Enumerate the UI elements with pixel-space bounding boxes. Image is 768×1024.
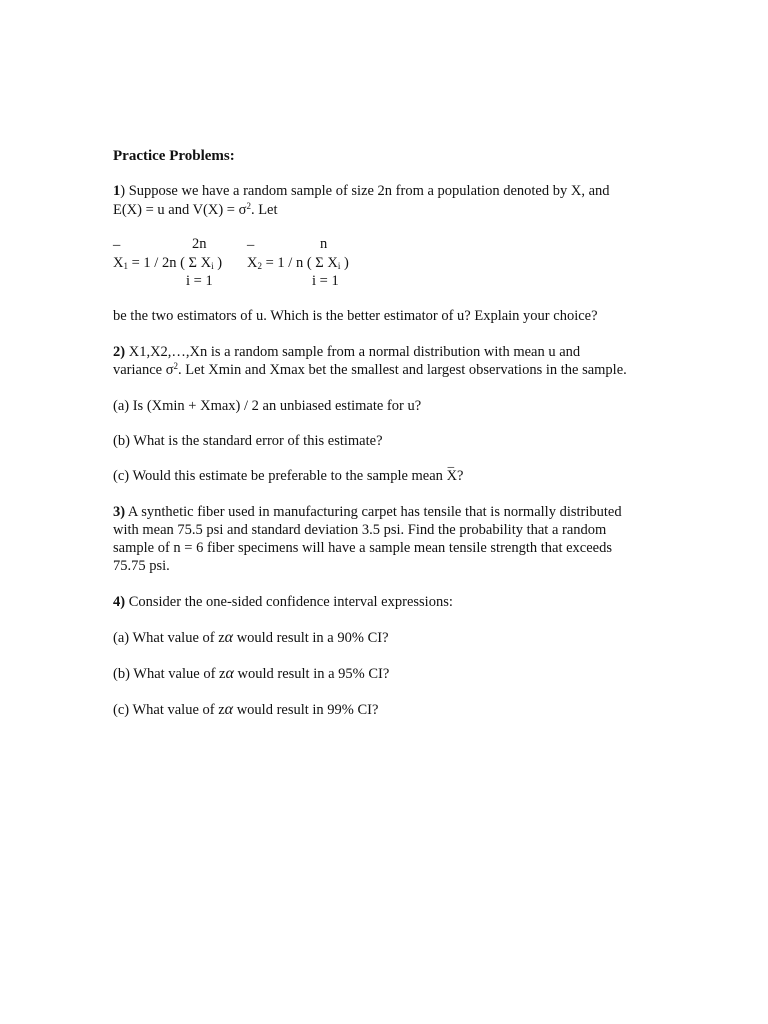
- estimator-1-bar: _: [113, 232, 121, 248]
- problem-1-paren: ): [120, 183, 126, 199]
- page-title: Practice Problems:: [113, 148, 235, 164]
- problem-1-text-1: Suppose we have a random sample of size 2n from a population denoted by X, and: [125, 183, 610, 199]
- estimator-1-index: i: [211, 261, 214, 271]
- estimator-2-index: i: [337, 261, 341, 271]
- problem-1-line-3: be the two estimators of u. Which is the better estimator of u? Explain your choice?: [113, 308, 598, 324]
- problem-3-line-1: [113, 503, 622, 521]
- alpha-symbol: α: [224, 629, 234, 646]
- problem-4-part-a-text: (a) What value of z: [113, 630, 225, 646]
- problem-1-text-2b: . Let: [250, 202, 278, 218]
- problem-4-part-b-text: (b) What value of z: [113, 666, 226, 682]
- problem-4-part-a-end: would result in a 90% CI?: [233, 630, 389, 646]
- estimator-1-close: ): [213, 255, 223, 271]
- estimator-1-symbol: X: [113, 255, 124, 271]
- problem-2-text-2b: . Let Xmin and Xmax bet the smallest and largest observations in the sample.: [178, 362, 627, 378]
- problem-4-part-c-end: would result in 99% CI?: [233, 702, 379, 718]
- estimator-1-subscript: 1: [123, 261, 128, 271]
- problem-2-part-c: [113, 454, 464, 485]
- problem-4-number: 4): [113, 594, 126, 610]
- problem-4-part-b: [113, 665, 389, 683]
- sample-mean-variable: X: [446, 468, 458, 484]
- problem-4-line-1: [113, 593, 453, 611]
- estimator-2-expression: = 1 / n ( Σ X: [261, 255, 338, 271]
- problem-2-part-c-text: (c) Would this estimate be preferable to the sample mean: [113, 468, 447, 484]
- problem-2-line-2: [113, 361, 627, 379]
- problem-4-text-1: Consider the one-sided confidence interval expressions:: [125, 594, 453, 610]
- estimator-2-upper-limit: n: [320, 236, 328, 252]
- estimator-1-upper-limit: 2n: [192, 236, 207, 252]
- estimator-1-expression: = 1 / 2n ( Σ X: [127, 255, 212, 271]
- problem-2-number: 2): [113, 344, 126, 360]
- estimator-2: [247, 254, 349, 272]
- problem-2-part-b: (b) What is the standard error of this estimate?: [113, 433, 383, 449]
- estimator-1-lower-limit: i = 1: [186, 273, 213, 289]
- estimator-2-bar: _: [247, 232, 255, 248]
- estimator-2-subscript: 2: [257, 261, 262, 271]
- sample-mean-bar: _: [447, 454, 455, 469]
- problem-3-number: 3): [113, 504, 126, 520]
- problem-3-text-1: A synthetic fiber used in manufacturing carpet has tensile that is normally distributed: [125, 504, 622, 520]
- estimator-2-lower-limit: i = 1: [312, 273, 339, 289]
- problem-1-text-2a: E(X) = u and V(X) = σ: [113, 202, 247, 218]
- variance-exponent: 2: [173, 361, 179, 371]
- problem-4-part-c: [113, 701, 378, 719]
- problem-3-line-4: 75.75 psi.: [113, 558, 170, 574]
- estimator-1: [113, 254, 222, 272]
- problem-1-number: 1: [113, 183, 121, 199]
- problem-2-part-a: (a) Is (Xmin + Xmax) / 2 an unbiased estimate for u?: [113, 398, 422, 414]
- sample-mean-symbol: [446, 454, 458, 485]
- problem-1-line-2: [113, 201, 278, 219]
- estimator-2-symbol: X: [247, 255, 258, 271]
- problem-2-line-1: [113, 343, 580, 361]
- problem-2-part-c-end: ?: [457, 468, 464, 484]
- alpha-symbol: α: [225, 665, 234, 682]
- problem-2-text-2a: variance σ: [113, 362, 174, 378]
- problem-4-part-c-text: (c) What value of z: [113, 702, 225, 718]
- problem-3-line-3: sample of n = 6 fiber specimens will have a sample mean tensile strength that exceeds: [113, 540, 613, 556]
- problem-2-text-1: X1,X2,…,Xn is a random sample from a normal distribution with mean u and: [125, 344, 581, 360]
- alpha-symbol: α: [224, 701, 234, 718]
- problem-4-part-a: [113, 629, 389, 647]
- sigma-squared-exponent: 2: [246, 201, 251, 211]
- estimator-2-close: ): [340, 255, 349, 271]
- problem-3-line-2: with mean 75.5 psi and standard deviation 3.5 psi. Find the probability that a random: [113, 522, 607, 538]
- problem-4-part-b-end: would result in a 95% CI?: [233, 666, 390, 682]
- problem-1-line-1: [113, 182, 610, 200]
